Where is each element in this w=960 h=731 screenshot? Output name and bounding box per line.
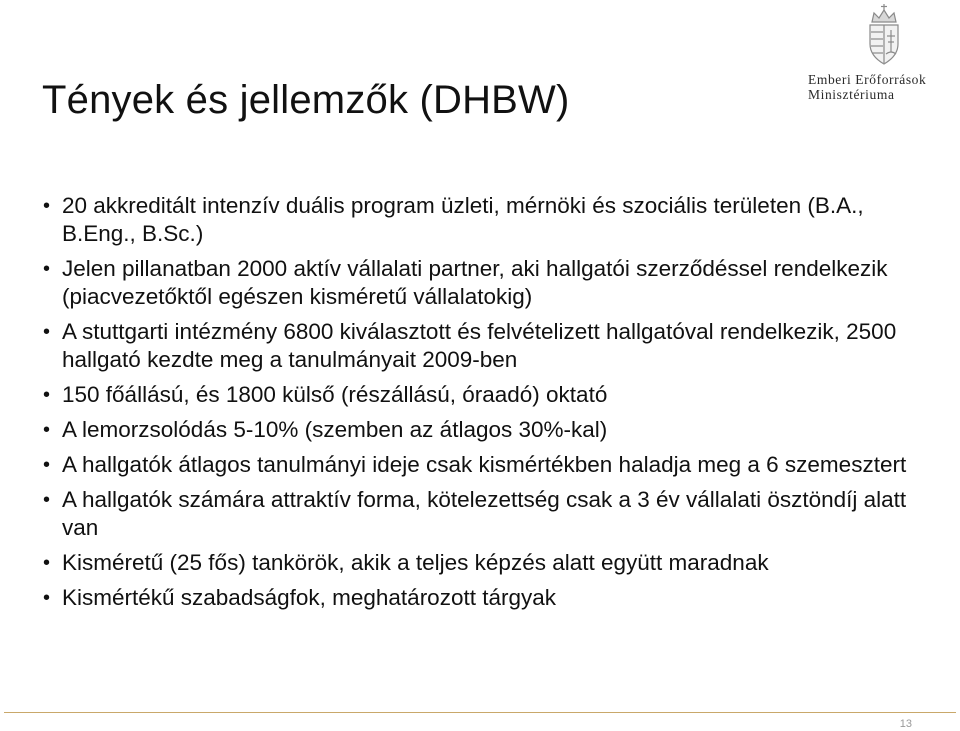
page-number: 13 [899,718,912,730]
bullet-item: • 20 akkreditált intenzív duális program üzleti, mérnöki és szociális területen (B.A., B.Eng., B.Sc.) [62,192,942,248]
bullet-item: • Kisméretű (25 fős) tankörök, akik a teljes képzés alatt együtt maradnak [62,549,942,577]
bullet-item: • Kismértékű szabadságfok, meghatározott tárgyak [62,584,942,612]
slide-title: Tények és jellemzők (DHBW) [42,78,570,122]
bullet-list [62,192,942,619]
logo-text-line1: Emberi Erőforrások [808,72,927,87]
footer-divider [4,712,956,713]
bullet-item: • 150 főállású, és 1800 külső (részállású, óraadó) oktató [62,381,942,409]
hungarian-coat-of-arms-icon [849,2,919,68]
ministry-logo [808,0,958,110]
logo-text-line2: Minisztériuma [808,87,895,102]
bullet-item: • A hallgatók átlagos tanulmányi ideje csak kismértékben haladja meg a 6 szemesztert [62,451,942,479]
bullet-item: • A hallgatók számára attraktív forma, kötelezettség csak a 3 év vállalati ösztöndíj alatt van [62,486,942,542]
bullet-item: • A lemorzsolódás 5-10% (szemben az átlagos 30%-kal) [62,416,942,444]
bullet-item: • Jelen pillanatban 2000 aktív vállalati partner, aki hallgatói szerződéssel rendelkezik (piacvezetőktől egészen kisméretű vállalatokig) [62,255,942,311]
bullet-item: • A stuttgarti intézmény 6800 kiválasztott és felvételizett hallgatóval rendelkezik, 2500 hallgató kezdte meg a tanulmányait 2009-ben [62,318,942,374]
